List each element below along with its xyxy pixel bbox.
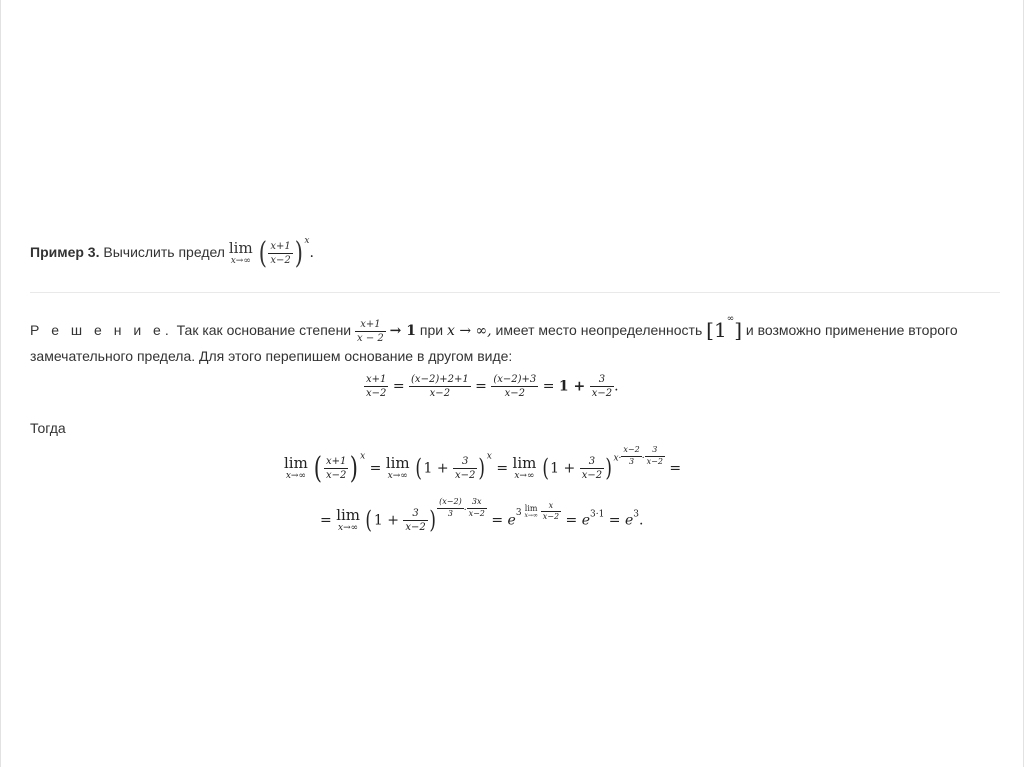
- eq3-lim: lim x→∞: [336, 505, 361, 533]
- eq3-e-exponent: 3 lim x→∞ $\frac{x}{x-2}$: [515, 500, 560, 522]
- example-fraction: $\frac{x+1}{x-2}$: [270, 241, 291, 266]
- example-lim: lim x→∞: [228, 239, 253, 266]
- solution-line-1: [30, 314, 958, 344]
- eq3-exponent: $\frac{(x-2)}{3}$ · $\frac{3x}{x-2}$: [439, 497, 485, 518]
- eq1-frac-2: $\frac{(x-2)+2+1}{x-2}$: [411, 374, 469, 399]
- solution-text-3: и возможно применение второго: [745, 322, 958, 338]
- x-to-infinity: x → ∞,: [446, 323, 492, 339]
- section-divider: [30, 292, 1000, 293]
- example-label: Пример 3.: [30, 244, 100, 261]
- eq1-frac-4: $\frac{3}{x-2}$: [591, 374, 613, 399]
- eq2-frac-1: $\frac{x+1}{x-2}$: [326, 455, 347, 481]
- solution-fraction: $\frac{x+1}{x - 2}$: [357, 318, 384, 344]
- eq1-frac-3: $\frac{(x-2)+3}{x-2}$: [493, 374, 537, 399]
- eq2-lim-3: lim x→∞: [512, 453, 537, 481]
- example-text: Вычислить предел: [103, 244, 225, 261]
- equation-result: = lim x→∞ (1 + $\frac{3}{x-2}$ ) $\frac{(x-2)}{3}$ · $\frac{3x}{x-2}$ = e3 lim x→∞ $\frac{x}{x-2}$ = $e^{3\cdot 1} = e^3$.: [320, 497, 644, 535]
- eq2-lim-2: lim x→∞: [385, 453, 410, 481]
- solution-text-1: Так как основание степени: [176, 322, 352, 338]
- word-togda: Тогда: [30, 420, 66, 436]
- solution-label: Р е ш е н и е.: [30, 322, 173, 338]
- example-power: x: [304, 236, 310, 247]
- equation-limit-transform: lim x→∞ ( $\frac{x+1}{x-2}$ ) $^x$ = lim x→∞ (1 + $\frac{3}{x-2}$ )$^x$ = lim x→∞ (1 + $\frac{3}{x-2}$ )x· $\frac{x-2}{3}$ · $\frac{3}{x-2}$ =: [284, 445, 682, 486]
- eq2-lim-1: lim x→∞: [284, 453, 308, 481]
- eq1-frac-1: $\frac{x+1}{x-2}$: [366, 374, 387, 399]
- arrow-one: → 1: [389, 323, 417, 339]
- eq2-frac-2: $\frac{3}{x-2}$: [455, 455, 476, 481]
- solution-line-2: замечательного предела. Для этого перепишем основание в другом виде:: [30, 348, 513, 364]
- equation-rewrite-base: $\frac{x+1}{x-2}$ = $\frac{(x-2)+2+1}{x-2}$ = $\frac{(x-2)+3}{x-2}$ = 1 + $\frac{3}{x-2}$ .: [366, 374, 619, 399]
- example-statement: Пример 3. Вычислить предел lim x→∞ ( $\frac{x+1}{x-2}$ ) $^x$.: [30, 236, 314, 271]
- solution-text-2: имеет место неопределенность: [495, 322, 703, 338]
- indeterminacy: [1∞]: [706, 314, 742, 342]
- eq2-exponent: x· $\frac{x-2}{3}$ · $\frac{3}{x-2}$: [613, 445, 663, 466]
- eq3-frac-1: $\frac{3}{x-2}$: [405, 507, 426, 533]
- word-pri: при: [419, 322, 444, 338]
- eq2-frac-3: $\frac{3}{x-2}$: [581, 455, 603, 481]
